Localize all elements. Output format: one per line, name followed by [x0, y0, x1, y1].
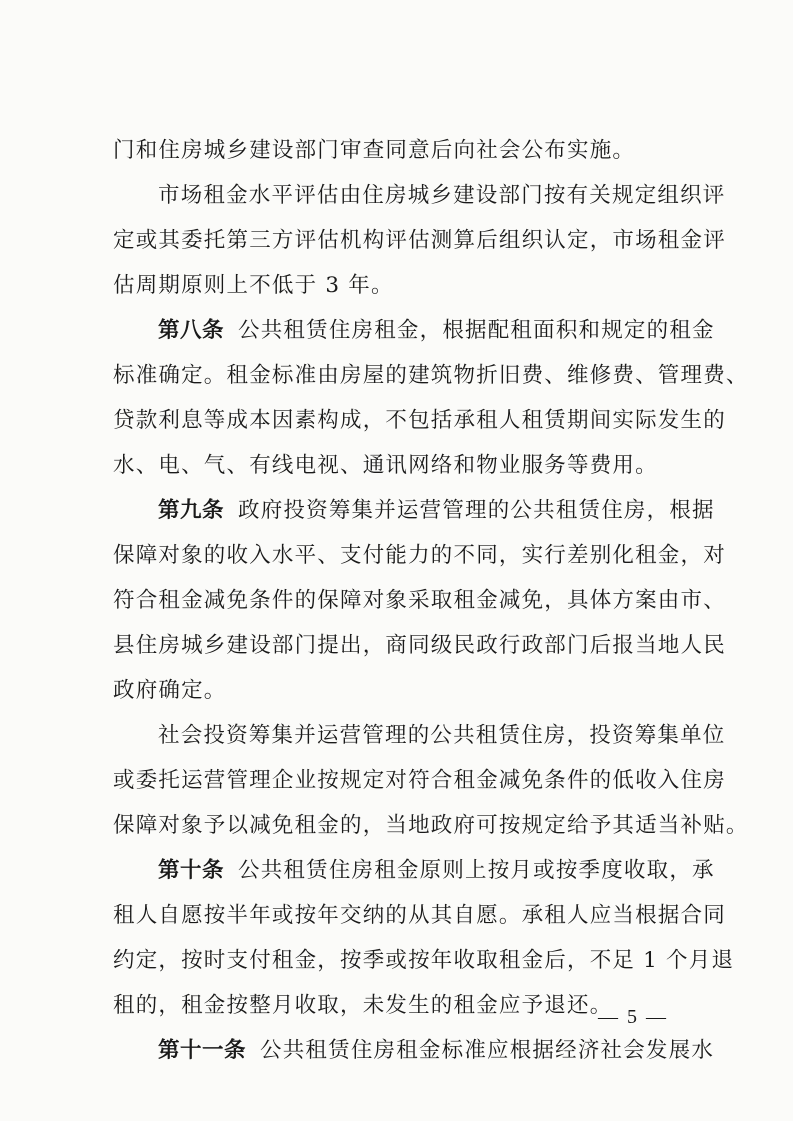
article-heading: 第九条 [158, 498, 225, 523]
text-line [113, 218, 726, 263]
text-line [113, 758, 726, 803]
text-line [113, 308, 715, 353]
article-heading: 第十条 [158, 858, 225, 883]
line-text: 贷款利息等成本因素构成，不包括承租人租赁期间实际发生的 [113, 408, 726, 433]
text-line [113, 443, 699, 488]
article-heading: 第十一条 [158, 1038, 247, 1063]
text-line [113, 668, 699, 713]
line-text: 标准确定。租金标准由房屋的建筑物折旧费、维修费、管理费、 [113, 363, 749, 388]
line-text: 租的，租金按整月收取，未发生的租金应予退还。 [113, 993, 613, 1018]
line-text: 保障对象的收入水平、支付能力的不同，实行差别化租金，对 [113, 543, 726, 568]
text-line [113, 488, 715, 533]
text-line [113, 173, 726, 218]
line-text: 定或其委托第三方评估机构评估测算后组织认定，市场租金评 [113, 228, 726, 253]
line-text: 政府投资筹集并运营管理的公共租赁住房，根据 [238, 498, 715, 523]
text-line [113, 803, 749, 848]
line-text: 政府确定。 [113, 678, 227, 703]
text-line [113, 398, 726, 443]
line-text: 保障对象予以减免租金的，当地政府可按规定给予其适当补贴。 [113, 813, 749, 838]
text-line [113, 578, 726, 623]
text-line [113, 713, 726, 758]
line-text: 或委托运营管理企业按规定对符合租金减免条件的低收入住房 [113, 768, 726, 793]
text-line [113, 1028, 715, 1073]
line-text: 门和住房城乡建设部门审查同意后向社会公布实施。 [113, 138, 636, 163]
text-line [113, 128, 699, 173]
text-line [113, 623, 726, 668]
text-line [113, 938, 735, 983]
line-text: 社会投资筹集并运营管理的公共租赁住房，投资筹集单位 [158, 723, 726, 748]
line-text: 符合租金减免条件的保障对象采取租金减免，具体方案由市、 [113, 588, 726, 613]
line-text: 租人自愿按半年或按年交纳的从其自愿。承租人应当根据合同 [113, 903, 726, 928]
body-text [113, 128, 749, 1073]
text-line [113, 533, 726, 578]
line-text: 公共租赁住房租金原则上按月或按季度收取，承 [238, 858, 715, 883]
text-line [113, 893, 726, 938]
line-text: 约定，按时支付租金，按季或按年收取租金后，不足 1 个月退 [113, 948, 735, 973]
text-line [113, 353, 749, 398]
line-text: 公共租赁住房租金标准应根据经济社会发展水 [260, 1038, 715, 1063]
page-number: — 5 — [598, 1006, 668, 1028]
text-line [113, 848, 715, 893]
line-text: 水、电、气、有线电视、通讯网络和物业服务等费用。 [113, 453, 658, 478]
line-text: 估周期原则上不低于 3 年。 [113, 273, 394, 298]
line-text: 县住房城乡建设部门提出，商同级民政行政部门后报当地人民 [113, 633, 726, 658]
line-text: 市场租金水平评估由住房城乡建设部门按有关规定组织评 [158, 183, 726, 208]
text-line [113, 263, 699, 308]
article-heading: 第八条 [158, 318, 225, 343]
line-text: 公共租赁住房租金，根据配租面积和规定的租金 [238, 318, 715, 343]
